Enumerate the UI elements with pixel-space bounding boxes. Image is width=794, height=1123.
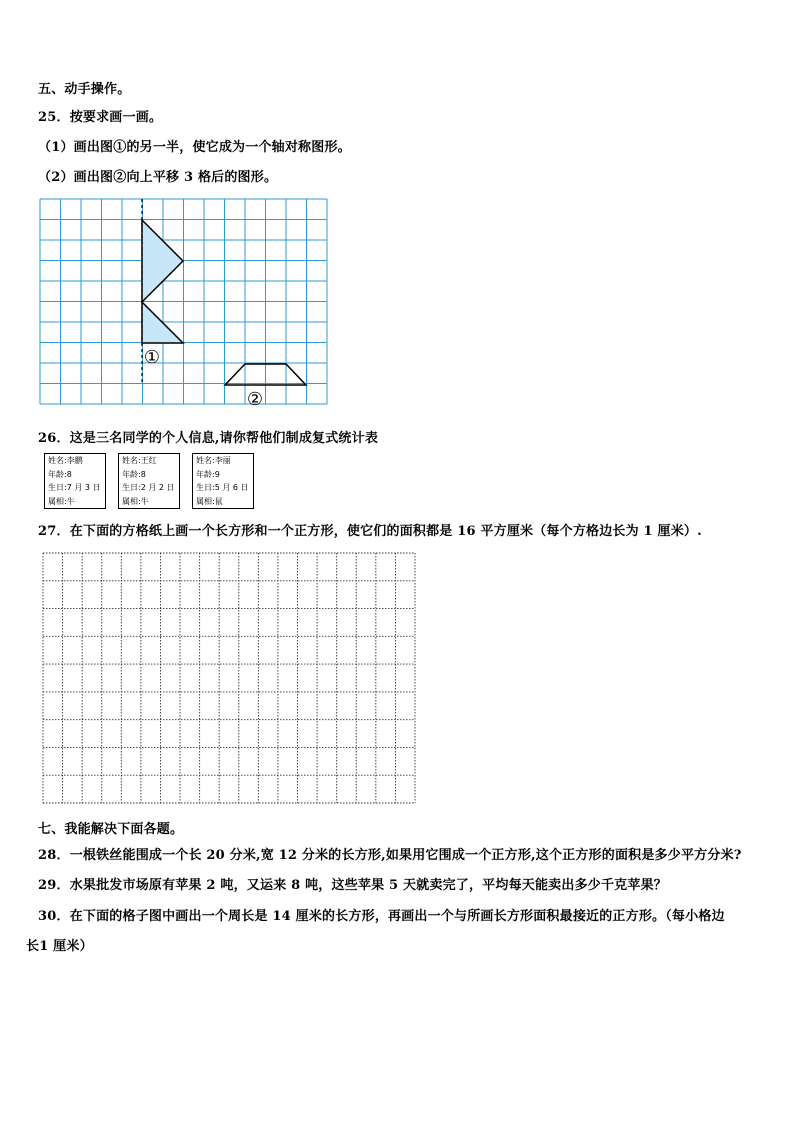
figure-1-label: ① [143, 347, 161, 368]
symmetry-translation-grid [40, 199, 328, 410]
card-age: 年龄:8 [122, 469, 146, 479]
question-25-title: 25．按要求画一画。 [38, 110, 163, 125]
card-birthday: 生日:7 月 3 日 [48, 483, 101, 492]
question-30-line-2: 长1 厘米） [26, 939, 93, 954]
card-name: 姓名:李鹏 [48, 456, 83, 465]
card-zodiac: 属相:牛 [48, 496, 75, 506]
question-29: 29．水果批发市场原有苹果 2 吨，又运来 8 吨，这些苹果 5 天就卖完了，平均每天能卖出多少千克苹果？ [38, 878, 667, 893]
section-5-heading: 五、动手操作。 [38, 82, 131, 97]
question-28: 28．一根铁丝能围成一个长 20 分米,宽 12 分米的长方形,如果用它围成一个正方形,这个正方形的面积是多少平方分米? [38, 848, 742, 863]
card-zodiac: 属相:鼠 [196, 496, 223, 506]
student-card [44, 453, 106, 509]
question-25-part-2: （2）画出图②向上平移 3 格后的图形。 [38, 170, 278, 185]
section-7-heading: 七、我能解决下面各题。 [38, 822, 184, 837]
drawing-grid [43, 553, 417, 804]
question-27-title: 27．在下面的方格纸上画一个长方形和一个正方形，使它们的面积都是 16 平方厘米（每个方格边长为 1 厘米）. [38, 524, 702, 539]
student-card [118, 453, 180, 509]
card-birthday: 生日:2 月 2 日 [122, 483, 175, 492]
question-25-part-1: （1）画出图①的另一半，使它成为一个轴对称图形。 [38, 140, 351, 155]
card-birthday: 生日:5 月 6 日 [196, 483, 249, 492]
card-zodiac: 属相:牛 [122, 496, 149, 506]
card-age: 年龄:9 [196, 469, 220, 479]
question-30-line-1: 30．在下面的格子图中画出一个周长是 14 厘米的长方形，再画出一个与所画长方形面积最接近的正方形。（每小格边 [38, 909, 725, 924]
student-card [192, 453, 254, 509]
card-name: 姓名:李丽 [196, 456, 231, 465]
question-26-title: 26．这是三名同学的个人信息,请你帮他们制成复式统计表 [38, 431, 379, 446]
figure-2-label: ② [246, 389, 264, 410]
card-name: 姓名:王红 [122, 456, 157, 465]
card-age: 年龄:8 [48, 469, 72, 479]
